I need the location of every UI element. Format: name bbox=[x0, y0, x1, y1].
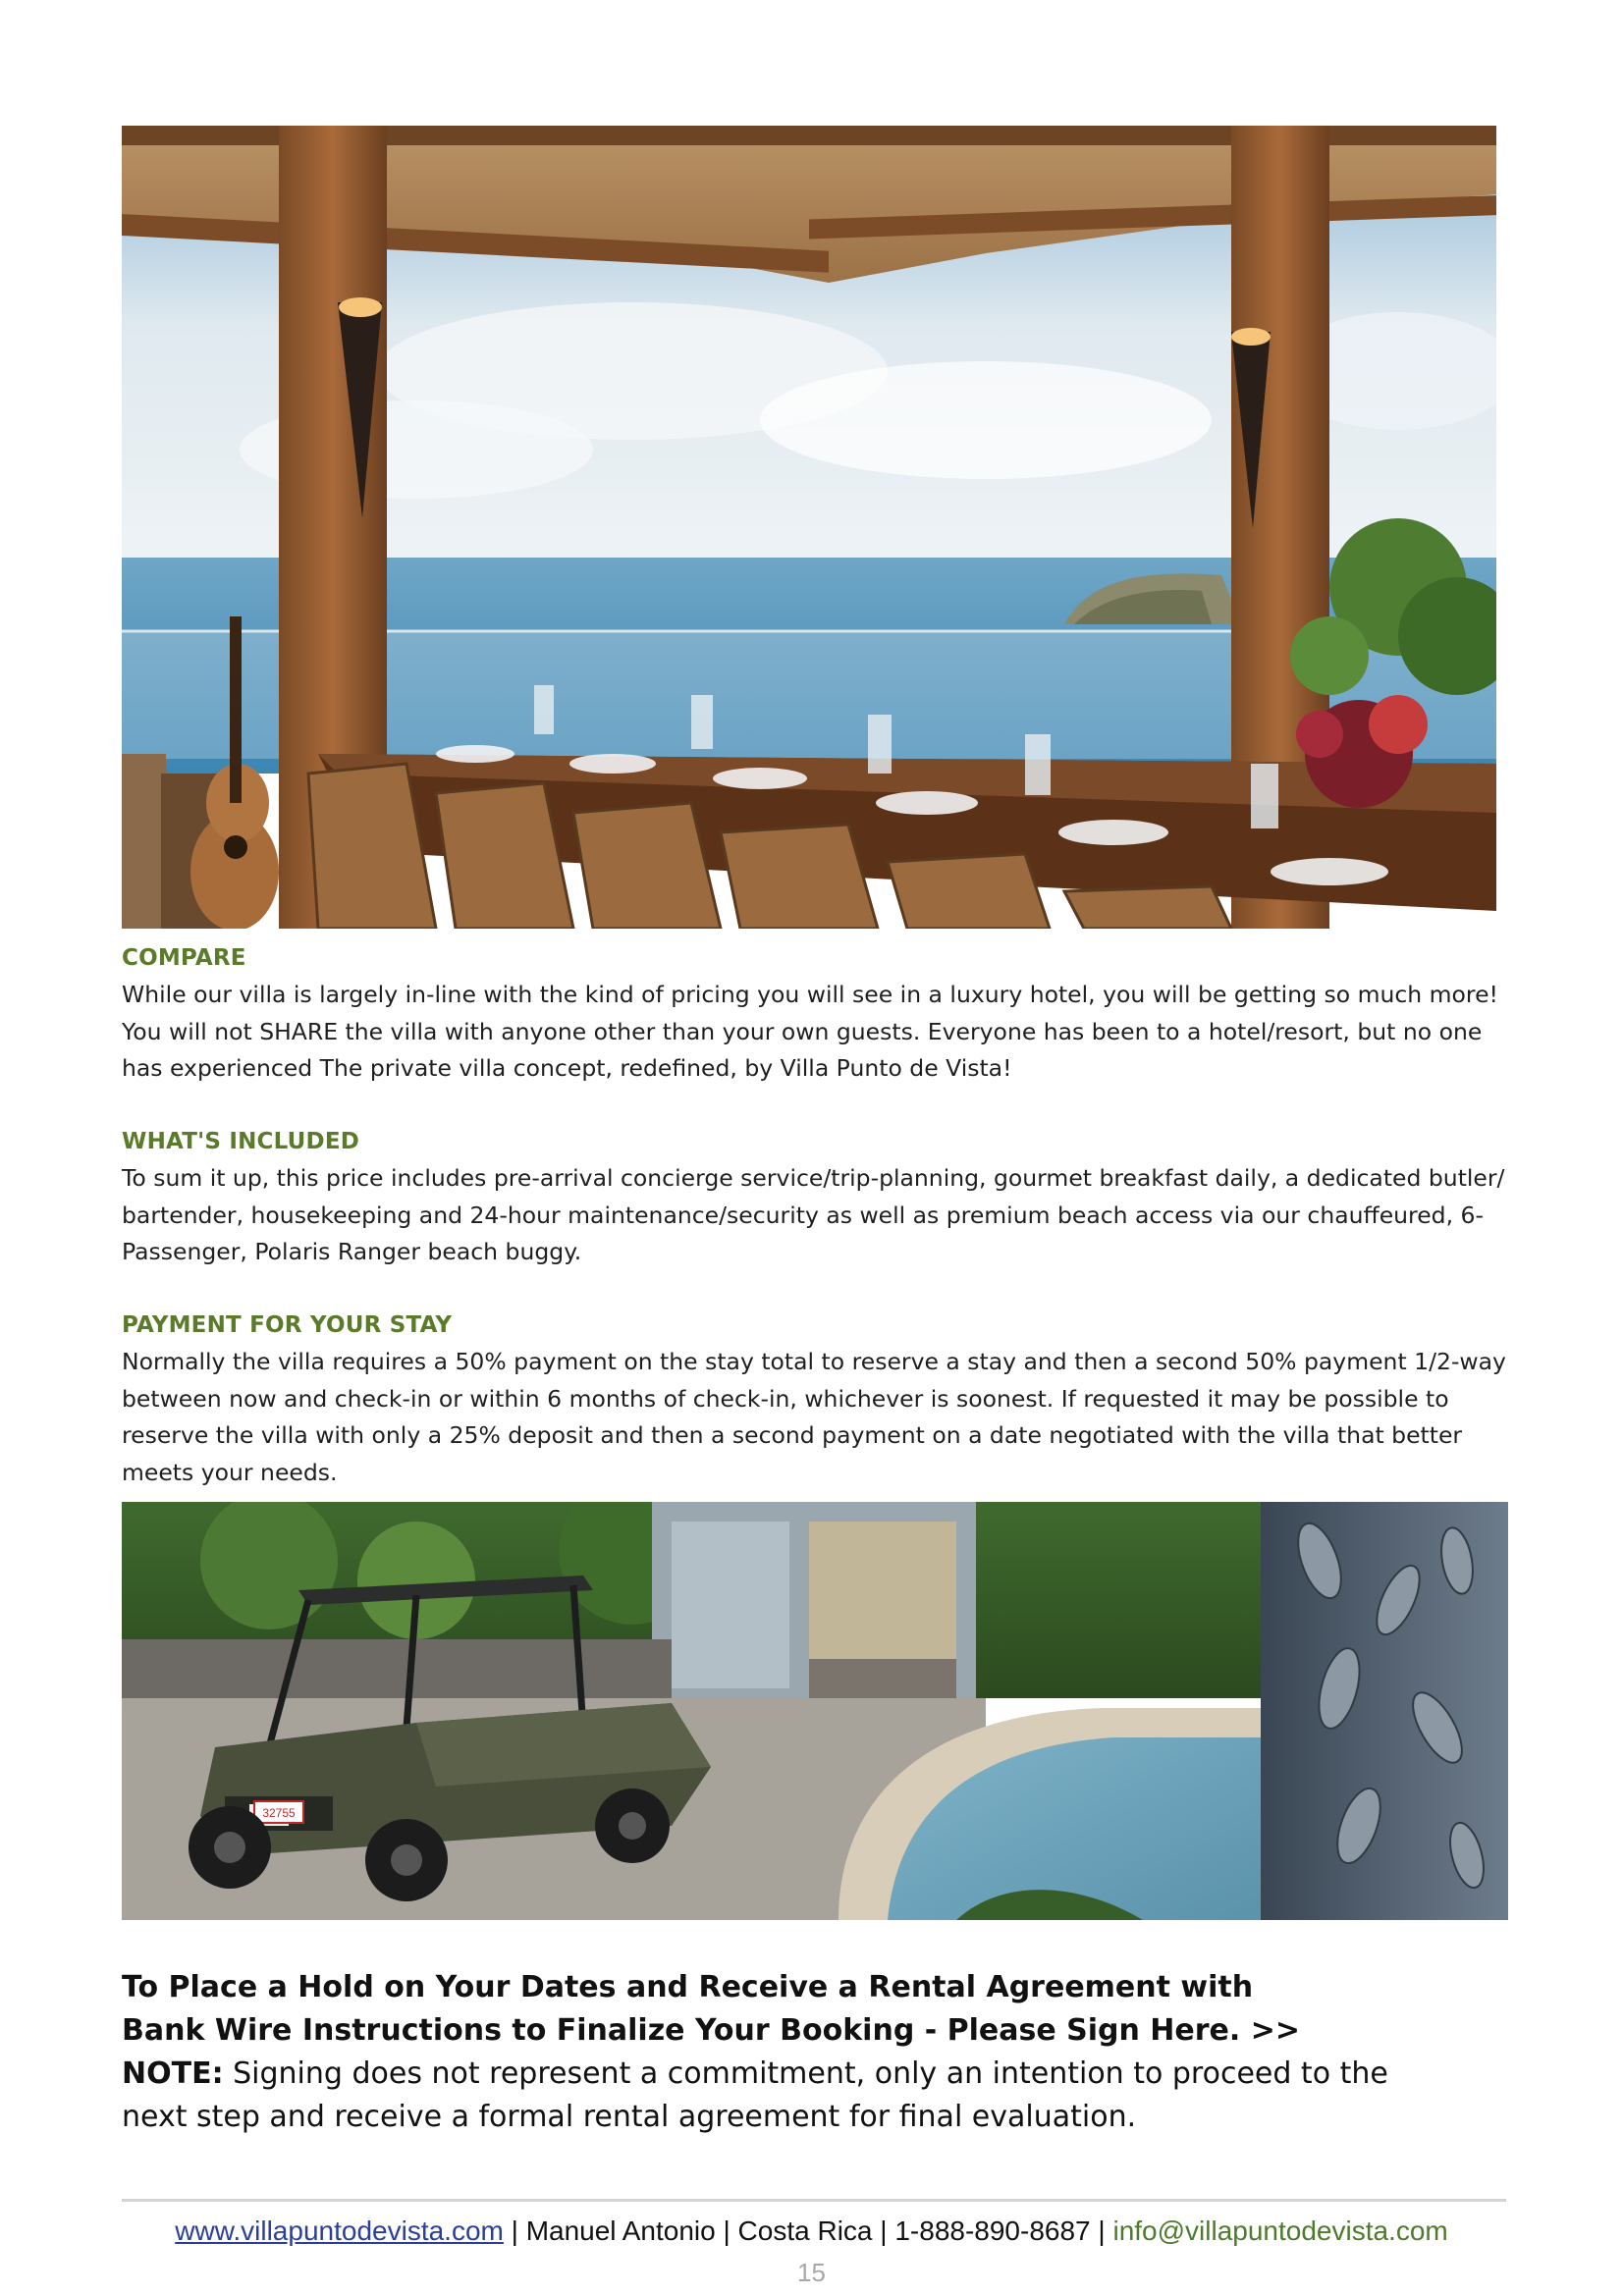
license-plate-text: 32755 bbox=[262, 1806, 296, 1820]
cta-note-label: NOTE: bbox=[122, 2056, 224, 2091]
website-link[interactable]: www.villapuntodevista.com bbox=[175, 2216, 504, 2246]
email-link[interactable]: info@villapuntodevista.com bbox=[1112, 2216, 1448, 2246]
whats-included-heading: WHAT'S INCLUDED bbox=[122, 1129, 360, 1154]
beach-buggy-pool-photo bbox=[122, 1502, 1508, 1920]
cta-note bbox=[122, 2053, 1398, 2139]
page-number: 15 bbox=[797, 2258, 826, 2287]
sign-here-call-to-action bbox=[122, 1966, 1398, 2139]
dining-pavilion-photo bbox=[122, 126, 1496, 929]
footer-separator: | bbox=[503, 2216, 526, 2246]
footer-location: Manuel Antonio | Costa Rica bbox=[525, 2216, 873, 2246]
footer-separator: | bbox=[872, 2216, 895, 2246]
compare-paragraph: While our villa is largely in-line with the kind of pricing you will see in a luxury hotel, you will be getting so much more! You will not SHARE the villa with anyone other than your own guests. Everyone has been to a hotel/resort, but no one has experienced The private villa concept, redefined, by Villa Punto de Vista! bbox=[122, 981, 1498, 1082]
footer-divider bbox=[122, 2199, 1506, 2202]
compare-heading: COMPARE bbox=[122, 945, 246, 971]
footer-separator: | bbox=[1090, 2216, 1113, 2246]
payment-heading: PAYMENT FOR YOUR STAY bbox=[122, 1312, 453, 1338]
payment-paragraph: Normally the villa requires a 50% payment on the stay total to reserve a stay and then a second 50% payment 1/2-way between now and check-in or within 6 months of check-in, whichever is soonest. If requested it may be possible to reserve the villa with only a 25% deposit and then a second payment on a date negotiated with the villa that better meets your needs. bbox=[122, 1348, 1506, 1486]
cta-line-2[interactable]: Bank Wire Instructions to Finalize Your Booking - Please Sign Here. >> bbox=[122, 2013, 1301, 2048]
whats-included-paragraph: To sum it up, this price includes pre-arrival concierge service/trip-planning, gourmet breakfast daily, a dedicated butler/ bartender, housekeeping and 24-hour maintenance/security as well as premium beach access via our chauffeured, 6-Passenger, Polaris Ranger beach buggy. bbox=[122, 1164, 1505, 1265]
footer-contact-line bbox=[0, 2216, 1623, 2247]
cta-note-text: Signing does not represent a commitment, only an intention to proceed to the next step and receive a formal rental agreement for final evaluation. bbox=[122, 2056, 1388, 2134]
cta-line-1: To Place a Hold on Your Dates and Receive a Rental Agreement with bbox=[122, 1970, 1254, 2004]
footer-phone: 1-888-890-8687 bbox=[894, 2216, 1091, 2246]
